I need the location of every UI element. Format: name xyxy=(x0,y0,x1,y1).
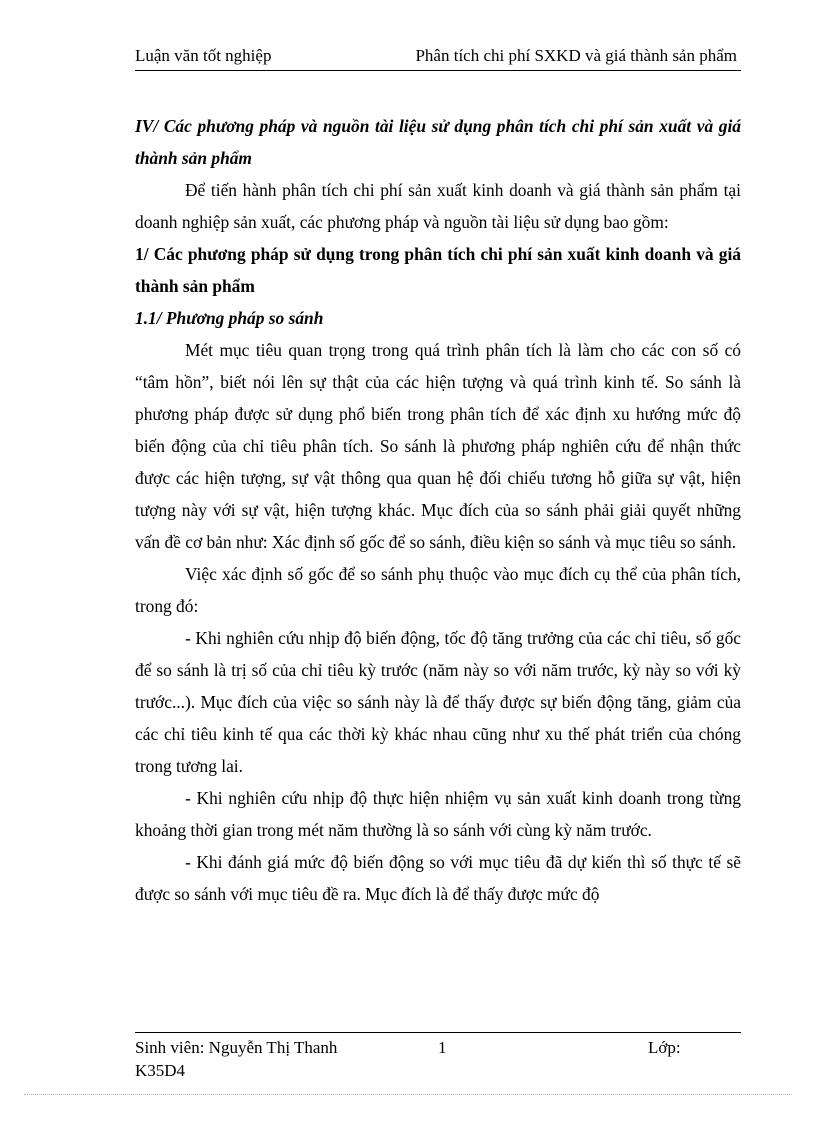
paragraph: Việc xác định số gốc để so sánh phụ thuộc vào mục đích cụ thể của phân tích, trong đó: xyxy=(135,564,741,616)
footer-class-label: Lớp: xyxy=(648,1038,681,1057)
header-thesis-label: Luận văn tốt nghiệp xyxy=(135,46,272,65)
header-topic-title: Phân tích chi phí SXKD và giá thành sản phẩm xyxy=(415,46,737,65)
document-body xyxy=(135,110,741,910)
header-divider xyxy=(135,70,741,71)
intro-paragraph: Để tiến hành phân tích chi phí sản xuất kinh doanh và giá thành sản phẩm tại doanh nghiệp sản xuất, các phương pháp và nguồn tài liệu sử dụng bao gồm: xyxy=(135,180,741,232)
page-header xyxy=(135,44,741,70)
paragraph: Mét mục tiêu quan trọng trong quá trình phân tích là làm cho các con số có “tâm hồn”, biết nói lên sự thật của các hiện tượng và quá trình kinh tế. So sánh là phương pháp được sử dụng phổ biến trong phân tích để xác định xu hướng mức độ biến động của chỉ tiêu phân tích. So sánh là phương pháp nghiên cứu để nhận thức được các hiện tượng, sự vật thông qua quan hệ đối chiếu tương hỗ giữa sự vật, hiện tượng này với sự vật, hiện tượng khác. Mục đích của so sánh phải giải quyết những vấn đề cơ bản như: Xác định số gốc để so sánh, điều kiện so sánh và mục tiêu so sánh. xyxy=(135,340,741,552)
page-number: 1 xyxy=(438,1038,447,1057)
bullet-paragraph: - Khi nghiên cứu nhịp độ biến động, tốc độ tăng trưởng của các chỉ tiêu, số gốc để so sánh là trị số của chỉ tiêu kỳ trước (năm này so với năm trước, kỳ này so với kỳ trước...). Mục đích của việc so sánh này là để thấy được sự biến động tăng, giảm của các chỉ tiêu kinh tế qua các thời kỳ khác nhau cũng như xu thế phát triển của chóng trong tương lai. xyxy=(135,628,741,776)
subsection-heading: 1/ Các phương pháp sử dụng trong phân tích chi phí sản xuất kinh doanh và giá thành sản phẩm xyxy=(135,244,741,296)
section-heading: IV/ Các phương pháp và nguồn tài liệu sử dụng phân tích chi phí sản xuất và giá thành sản phẩm xyxy=(135,116,741,168)
page-bottom-dotted-line xyxy=(24,1094,792,1095)
page-footer xyxy=(135,1036,741,1082)
bullet-paragraph: - Khi nghiên cứu nhịp độ thực hiện nhiệm vụ sản xuất kinh doanh trong từng khoảng thời gian trong mét năm thường là so sánh với cùng kỳ năm trước. xyxy=(135,788,741,840)
subsubsection-heading: 1.1/ Phương pháp so sánh xyxy=(135,308,324,328)
bullet-paragraph: - Khi đánh giá mức độ biến động so với mục tiêu đã dự kiến thì số thực tế sẽ được so sánh với mục tiêu đề ra. Mục đích là để thấy được mức độ xyxy=(135,852,741,904)
footer-student-name: Sinh viên: Nguyễn Thị Thanh K35D4 xyxy=(135,1038,338,1080)
footer-divider xyxy=(135,1032,741,1033)
